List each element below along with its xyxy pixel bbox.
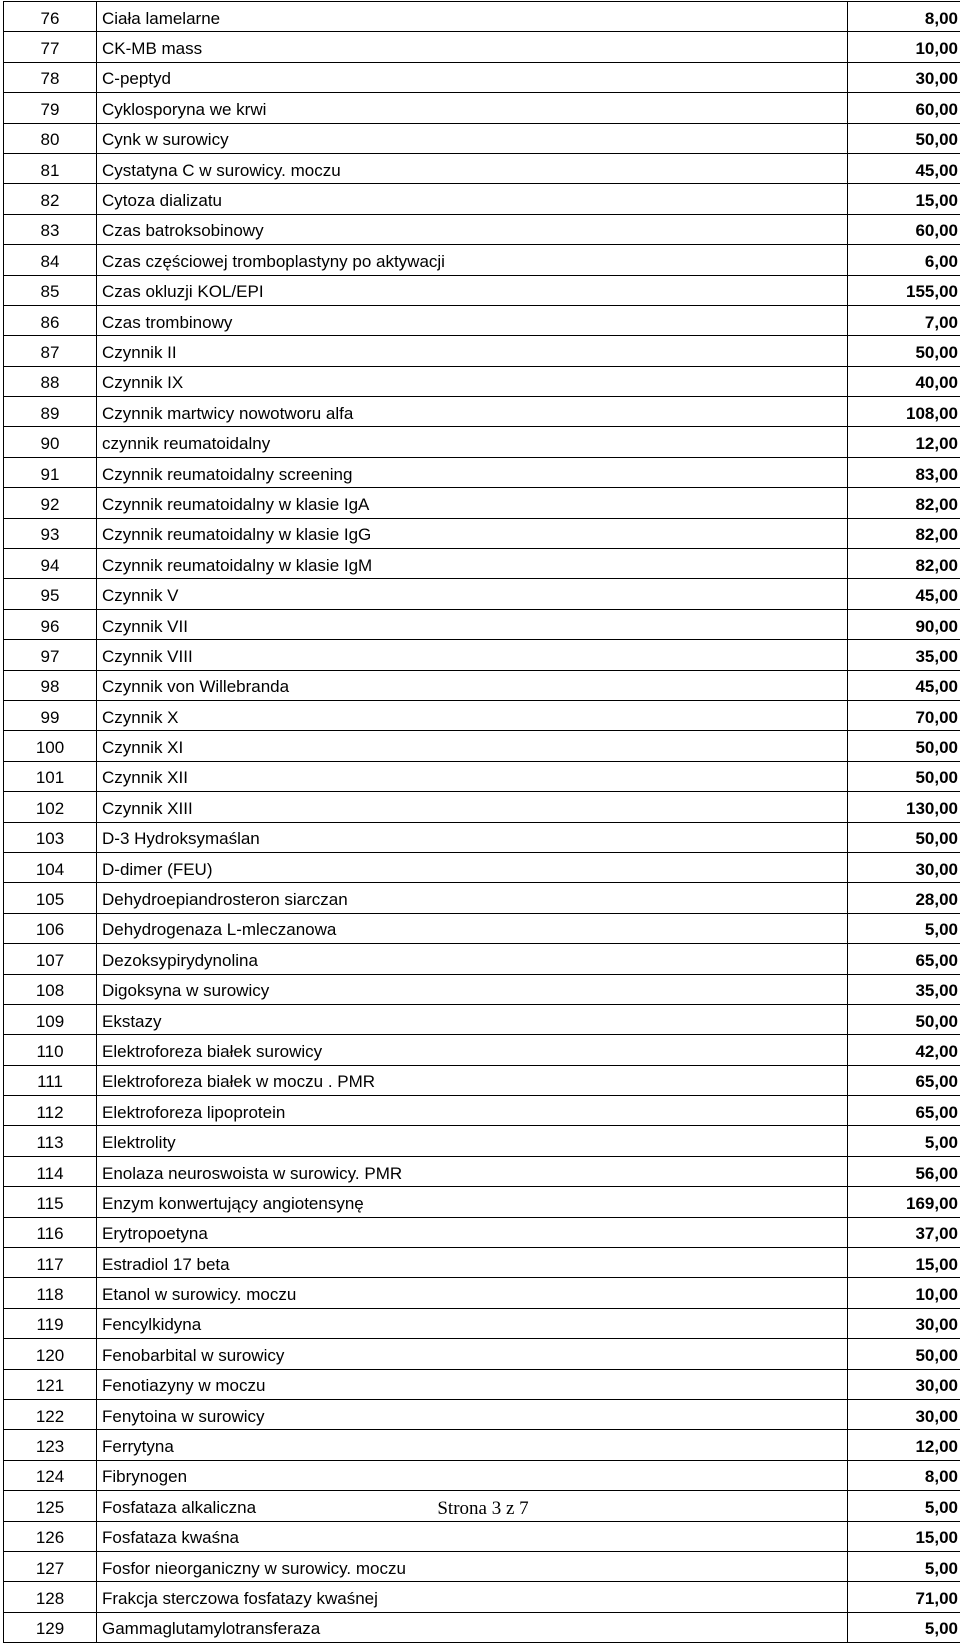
test-name: Elektroforeza białek surowicy	[97, 1035, 848, 1065]
test-price: 130,00	[848, 792, 960, 822]
row-number: 84	[4, 245, 97, 275]
test-name: Czas okluzji KOL/EPI	[97, 275, 848, 305]
row-number: 127	[4, 1551, 97, 1581]
test-price: 42,00	[848, 1035, 960, 1065]
table-row	[4, 1430, 960, 1460]
row-number: 89	[4, 397, 97, 427]
test-name: Czas batroksobinowy	[97, 214, 848, 244]
row-number: 106	[4, 913, 97, 943]
test-price: 50,00	[848, 336, 960, 366]
test-name: Cynk w surowicy	[97, 123, 848, 153]
test-name: Czynnik reumatoidalny screening	[97, 457, 848, 487]
table-row	[4, 1004, 960, 1034]
row-number: 92	[4, 488, 97, 518]
table-row	[4, 1308, 960, 1338]
test-name: Etanol w surowicy. moczu	[97, 1278, 848, 1308]
table-row	[4, 336, 960, 366]
test-name: Ciała lamelarne	[97, 2, 848, 32]
row-number: 100	[4, 731, 97, 761]
row-number: 111	[4, 1065, 97, 1095]
test-price: 30,00	[848, 1369, 960, 1399]
row-number: 99	[4, 700, 97, 730]
table-row	[4, 305, 960, 335]
test-name: Elektroforeza lipoprotein	[97, 1096, 848, 1126]
test-price: 50,00	[848, 1339, 960, 1369]
test-price: 30,00	[848, 1308, 960, 1338]
test-name: Czas trombinowy	[97, 305, 848, 335]
page-number: Strona 3 z 7	[0, 1498, 960, 1520]
row-number: 129	[4, 1612, 97, 1642]
test-price: 60,00	[848, 93, 960, 123]
table-row	[4, 1248, 960, 1278]
row-number: 81	[4, 153, 97, 183]
row-number: 116	[4, 1217, 97, 1247]
test-price: 65,00	[848, 1096, 960, 1126]
test-price: 83,00	[848, 457, 960, 487]
test-name: Gammaglutamylotransferaza	[97, 1612, 848, 1642]
row-number: 95	[4, 579, 97, 609]
table-row	[4, 1612, 960, 1642]
table-row	[4, 700, 960, 730]
test-name: Dehydrogenaza L-mleczanowa	[97, 913, 848, 943]
table-row	[4, 944, 960, 974]
test-price: 5,00	[848, 1551, 960, 1581]
test-name: Erytropoetyna	[97, 1217, 848, 1247]
test-price: 45,00	[848, 670, 960, 700]
table-row	[4, 1278, 960, 1308]
table-row	[4, 822, 960, 852]
row-number: 88	[4, 366, 97, 396]
table-row	[4, 792, 960, 822]
table-row	[4, 1217, 960, 1247]
test-name: D-dimer (FEU)	[97, 852, 848, 882]
row-number: 110	[4, 1035, 97, 1065]
test-name: Fenytoina w surowicy	[97, 1399, 848, 1429]
row-number: 126	[4, 1521, 97, 1551]
test-price: 45,00	[848, 153, 960, 183]
table-row	[4, 123, 960, 153]
test-name: Enzym konwertujący angiotensynę	[97, 1187, 848, 1217]
test-name: Czynnik VII	[97, 609, 848, 639]
table-row	[4, 214, 960, 244]
test-price: 6,00	[848, 245, 960, 275]
table-row	[4, 32, 960, 62]
test-price: 8,00	[848, 2, 960, 32]
test-name: C-peptyd	[97, 62, 848, 92]
row-number: 78	[4, 62, 97, 92]
test-price: 35,00	[848, 974, 960, 1004]
test-name: Fibrynogen	[97, 1460, 848, 1490]
test-price: 40,00	[848, 366, 960, 396]
test-price: 30,00	[848, 852, 960, 882]
table-row	[4, 913, 960, 943]
test-price: 15,00	[848, 1248, 960, 1278]
test-name: Enolaza neuroswoista w surowicy. PMR	[97, 1156, 848, 1186]
table-row	[4, 1065, 960, 1095]
test-name: Fenobarbital w surowicy	[97, 1339, 848, 1369]
test-name: Czynnik IX	[97, 366, 848, 396]
row-number: 105	[4, 883, 97, 913]
row-number: 91	[4, 457, 97, 487]
row-number: 86	[4, 305, 97, 335]
row-number: 121	[4, 1369, 97, 1399]
table-row	[4, 457, 960, 487]
row-number: 119	[4, 1308, 97, 1338]
table-row	[4, 366, 960, 396]
row-number: 118	[4, 1278, 97, 1308]
test-price: 15,00	[848, 184, 960, 214]
table-row	[4, 1339, 960, 1369]
test-name: Elektrolity	[97, 1126, 848, 1156]
table-row	[4, 1551, 960, 1581]
row-number: 101	[4, 761, 97, 791]
table-row	[4, 670, 960, 700]
test-price: 5,00	[848, 1612, 960, 1642]
test-price: 82,00	[848, 488, 960, 518]
test-name: Czynnik martwicy nowotworu alfa	[97, 397, 848, 427]
test-name: Digoksyna w surowicy	[97, 974, 848, 1004]
row-number: 123	[4, 1430, 97, 1460]
price-table	[3, 1, 960, 1643]
table-row	[4, 974, 960, 1004]
test-price: 50,00	[848, 1004, 960, 1034]
test-price: 7,00	[848, 305, 960, 335]
test-name: Czynnik V	[97, 579, 848, 609]
row-number: 97	[4, 640, 97, 670]
test-name: Cytoza dializatu	[97, 184, 848, 214]
test-name: Czynnik XII	[97, 761, 848, 791]
test-price: 56,00	[848, 1156, 960, 1186]
test-price: 70,00	[848, 700, 960, 730]
test-name: Frakcja sterczowa fosfatazy kwaśnej	[97, 1582, 848, 1612]
table-row	[4, 2, 960, 32]
row-number: 124	[4, 1460, 97, 1490]
table-row	[4, 549, 960, 579]
row-number: 102	[4, 792, 97, 822]
table-row	[4, 852, 960, 882]
row-number: 128	[4, 1582, 97, 1612]
row-number: 82	[4, 184, 97, 214]
test-price: 5,00	[848, 1491, 960, 1521]
table-row	[4, 1582, 960, 1612]
test-price: 37,00	[848, 1217, 960, 1247]
test-name: Ekstazy	[97, 1004, 848, 1034]
test-name: D-3 Hydroksymaślan	[97, 822, 848, 852]
table-row	[4, 397, 960, 427]
test-price: 169,00	[848, 1187, 960, 1217]
test-name: Dezoksypirydynolina	[97, 944, 848, 974]
row-number: 120	[4, 1339, 97, 1369]
test-price: 35,00	[848, 640, 960, 670]
table-row	[4, 1126, 960, 1156]
test-price: 45,00	[848, 579, 960, 609]
row-number: 90	[4, 427, 97, 457]
test-price: 82,00	[848, 518, 960, 548]
test-price: 50,00	[848, 761, 960, 791]
test-price: 50,00	[848, 822, 960, 852]
row-number: 98	[4, 670, 97, 700]
row-number: 125	[4, 1491, 97, 1521]
test-name: Cystatyna C w surowicy. moczu	[97, 153, 848, 183]
row-number: 104	[4, 852, 97, 882]
table-row	[4, 62, 960, 92]
test-price: 108,00	[848, 397, 960, 427]
row-number: 87	[4, 336, 97, 366]
row-number: 85	[4, 275, 97, 305]
table-row	[4, 488, 960, 518]
test-price: 155,00	[848, 275, 960, 305]
test-name: CK-MB mass	[97, 32, 848, 62]
test-name: Fosfataza kwaśna	[97, 1521, 848, 1551]
table-row	[4, 245, 960, 275]
test-name: Czynnik X	[97, 700, 848, 730]
table-row	[4, 93, 960, 123]
table-row	[4, 579, 960, 609]
test-price: 60,00	[848, 214, 960, 244]
test-price: 50,00	[848, 123, 960, 153]
row-number: 114	[4, 1156, 97, 1186]
row-number: 93	[4, 518, 97, 548]
table-row	[4, 640, 960, 670]
row-number: 122	[4, 1399, 97, 1429]
test-price: 50,00	[848, 731, 960, 761]
row-number: 77	[4, 32, 97, 62]
row-number: 83	[4, 214, 97, 244]
test-price: 15,00	[848, 1521, 960, 1551]
test-price: 65,00	[848, 944, 960, 974]
row-number: 108	[4, 974, 97, 1004]
test-price: 30,00	[848, 1399, 960, 1429]
table-row	[4, 184, 960, 214]
row-number: 117	[4, 1248, 97, 1278]
test-name: Fenotiazyny w moczu	[97, 1369, 848, 1399]
test-name: Fosfataza alkaliczna	[97, 1491, 848, 1521]
row-number: 94	[4, 549, 97, 579]
test-name: Czynnik reumatoidalny w klasie IgM	[97, 549, 848, 579]
row-number: 112	[4, 1096, 97, 1126]
table-row	[4, 609, 960, 639]
test-price: 30,00	[848, 62, 960, 92]
test-price: 28,00	[848, 883, 960, 913]
test-name: Czynnik reumatoidalny w klasie IgG	[97, 518, 848, 548]
test-name: Elektroforeza białek w moczu . PMR	[97, 1065, 848, 1095]
test-price: 12,00	[848, 1430, 960, 1460]
test-price: 90,00	[848, 609, 960, 639]
row-number: 107	[4, 944, 97, 974]
table-row	[4, 1460, 960, 1490]
table-row	[4, 275, 960, 305]
test-price: 10,00	[848, 1278, 960, 1308]
test-name: Czynnik reumatoidalny w klasie IgA	[97, 488, 848, 518]
table-row	[4, 1096, 960, 1126]
test-price: 65,00	[848, 1065, 960, 1095]
test-name: Estradiol 17 beta	[97, 1248, 848, 1278]
table-row	[4, 1521, 960, 1551]
test-name: Czas częściowej tromboplastyny po aktywacji	[97, 245, 848, 275]
test-name: Fencylkidyna	[97, 1308, 848, 1338]
row-number: 113	[4, 1126, 97, 1156]
test-name: Czynnik von Willebranda	[97, 670, 848, 700]
test-price: 82,00	[848, 549, 960, 579]
price-table-body	[4, 2, 960, 1643]
table-row	[4, 1369, 960, 1399]
table-row	[4, 518, 960, 548]
row-number: 109	[4, 1004, 97, 1034]
table-row	[4, 427, 960, 457]
test-name: Czynnik VIII	[97, 640, 848, 670]
row-number: 96	[4, 609, 97, 639]
row-number: 80	[4, 123, 97, 153]
test-price: 71,00	[848, 1582, 960, 1612]
table-row	[4, 731, 960, 761]
test-name: Czynnik II	[97, 336, 848, 366]
test-name: Cyklosporyna we krwi	[97, 93, 848, 123]
table-row	[4, 1399, 960, 1429]
test-price: 8,00	[848, 1460, 960, 1490]
row-number: 115	[4, 1187, 97, 1217]
test-name: Fosfor nieorganiczny w surowicy. moczu	[97, 1551, 848, 1581]
row-number: 76	[4, 2, 97, 32]
table-row	[4, 153, 960, 183]
test-name: Ferrytyna	[97, 1430, 848, 1460]
table-row	[4, 761, 960, 791]
test-price: 12,00	[848, 427, 960, 457]
test-name: Dehydroepiandrosteron siarczan	[97, 883, 848, 913]
table-row	[4, 1035, 960, 1065]
table-row	[4, 883, 960, 913]
row-number: 79	[4, 93, 97, 123]
table-row	[4, 1187, 960, 1217]
test-price: 5,00	[848, 1126, 960, 1156]
table-row	[4, 1156, 960, 1186]
test-name: Czynnik XIII	[97, 792, 848, 822]
test-price: 10,00	[848, 32, 960, 62]
test-name: czynnik reumatoidalny	[97, 427, 848, 457]
test-price: 5,00	[848, 913, 960, 943]
test-name: Czynnik XI	[97, 731, 848, 761]
row-number: 103	[4, 822, 97, 852]
